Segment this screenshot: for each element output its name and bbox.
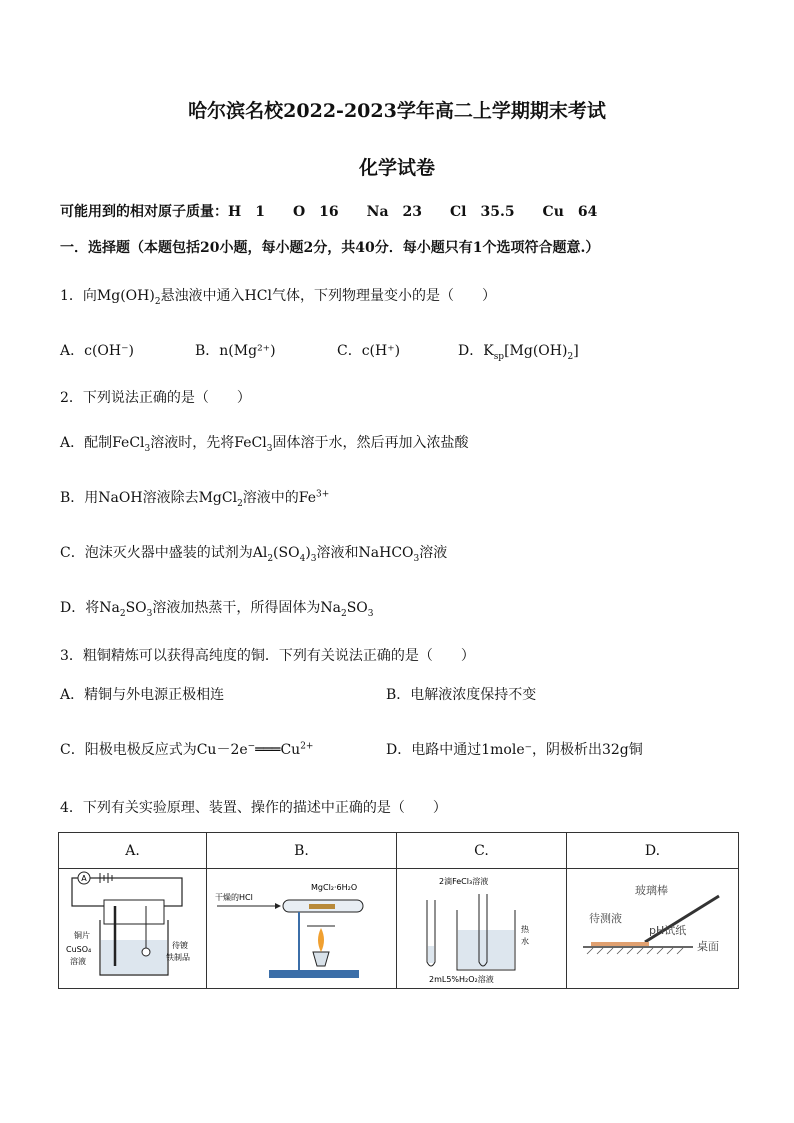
fecl3-drop-label: 2滴FeCl₃溶液	[438, 876, 488, 886]
glass-rod-label: 玻璃棒	[634, 883, 668, 897]
q3-option-a[interactable]: A．精铜与外电源正极相连	[60, 687, 225, 703]
water-label: 水	[520, 936, 529, 946]
iron-item-label: 铁制品	[165, 952, 190, 962]
q4-header-b[interactable]: B.	[207, 833, 397, 869]
plated-label: 待镀	[171, 940, 188, 950]
table-label: 桌面	[696, 939, 719, 953]
q1-option-d[interactable]: D．$K_{sp}[Mg(OH)_2]$	[458, 343, 579, 362]
q4-options-table	[58, 832, 739, 989]
h2o2-label: 2mL5%H₂O₂溶液	[428, 974, 494, 984]
q1-option-b[interactable]: B．n(Mg²⁺)	[195, 343, 276, 359]
q3-option-b[interactable]: B．电解液浓度保持不变	[386, 687, 537, 703]
solution-label: 溶液	[69, 956, 86, 966]
exam-title: 哈尔滨名校2022-2023学年高二上学期期末考试	[188, 100, 606, 122]
q4-header-c[interactable]: C.	[397, 833, 567, 869]
q3-option-d[interactable]: D．电路中通过1mole⁻，阴极析出32g铜	[386, 742, 643, 758]
question-3-stem: 3．粗铜精炼可以获得高纯度的铜．下列有关说法正确的是（ ）	[60, 648, 475, 664]
q2-option-c[interactable]: C．泡沫灭火器中盛装的试剂为$Al_2(SO_4)_3$溶液和NaHCO$_3$溶液	[60, 545, 448, 564]
question-1-stem: 1．向$Mg(OH)_2$悬浊液中通入HCl气体，下列物理量变小的是（ ）	[60, 288, 496, 307]
ph-test-apparatus	[569, 870, 737, 988]
hot-label: 热	[520, 924, 529, 934]
q2-option-a[interactable]: A．配制FeCl$_3$溶液时，先将FeCl$_3$固体溶于水，然后再加入浓盐酸	[60, 435, 469, 454]
test-liquid-label: 待测液	[588, 911, 622, 925]
cuso4-label: CuSO₄	[65, 944, 91, 954]
q4-header-d[interactable]: D.	[567, 833, 739, 869]
mgcl2-label: MgCl₂·6H₂O	[310, 882, 357, 892]
q4-figure-a-cell[interactable]	[59, 869, 207, 989]
q1-option-c[interactable]: C．c(H⁺)	[337, 343, 401, 359]
q3-option-c[interactable]: C．阳极电极反应式为$Cu-2e^-═══Cu^{2+}$	[60, 741, 314, 758]
q4-figure-d-cell[interactable]	[567, 869, 739, 989]
q4-header-a[interactable]: A.	[59, 833, 207, 869]
question-4-stem: 4．下列有关实验原理、装置、操作的描述中正确的是（ ）	[60, 800, 447, 816]
q1-option-a[interactable]: A．c(OH⁻)	[60, 343, 134, 359]
ammeter-label: A	[80, 873, 87, 883]
catalysis-apparatus	[399, 870, 565, 988]
q4-figure-b-cell[interactable]	[207, 869, 397, 989]
copper-plate-label: 铜片	[73, 930, 90, 940]
q2-option-b[interactable]: B．用NaOH溶液除去MgCl$_2$溶液中的$Fe^{3+}$	[60, 489, 330, 509]
ph-paper-label: pH试纸	[648, 923, 686, 937]
exam-subtitle: 化学试卷	[358, 157, 435, 179]
dry-hcl-label: 干燥的HCl	[214, 892, 253, 902]
question-2-stem: 2．下列说法正确的是（ ）	[60, 390, 251, 406]
atomic-masses: 可能用到的相对原子质量：H 1 O 16 Na 23 Cl 35.5 Cu 64	[60, 204, 598, 220]
q2-option-d[interactable]: D．将$Na_2SO_3$溶液加热蒸干，所得固体为$Na_2SO_3$	[60, 600, 374, 619]
section-heading: 一．选择题（本题包括20小题，每小题2分，共40分．每小题只有1个选项符合题意.）	[60, 240, 600, 256]
electroplating-apparatus	[60, 870, 206, 988]
dehydration-apparatus	[209, 870, 395, 988]
q4-figure-c-cell[interactable]	[397, 869, 567, 989]
